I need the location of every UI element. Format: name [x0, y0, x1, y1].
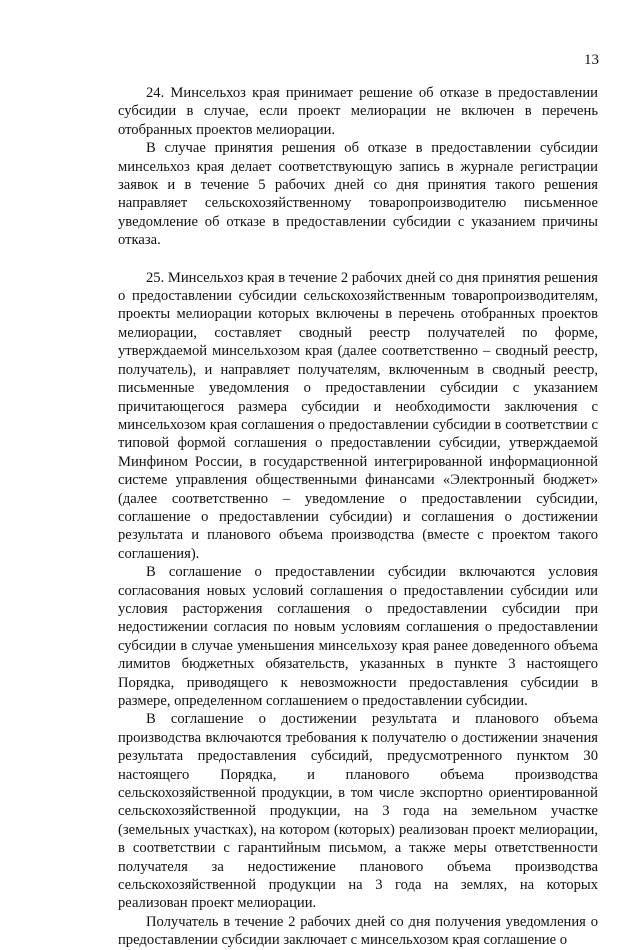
paragraph-refusal-notice: В случае принятия решения об отказе в предоставлении субсидии минсельхоз края делает соответствующую запись в журнале регистрации заявок и в течение 5 рабочих дней со дня принятия такого решения направляет сельскохозяйственному товаропроизводителю письменное уведомление об отказе в предоставлении субсидии с указанием причины отказа. [118, 140, 598, 249]
page-number: 13 [584, 52, 599, 68]
paragraph-recipient-agreement: Получатель в течение 2 рабочих дней со дня получения уведомления о предоставлении субсидии заключает с минсельхозом края соглашение о [118, 913, 598, 949]
document-body [118, 84, 598, 950]
paragraph-24: 24. Минсельхоз края принимает решение об отказе в предоставлении субсидии в случае, если проект мелиорации не включен в перечень отобранных проектов мелиорации. [118, 85, 598, 138]
paragraph-gap [118, 250, 598, 269]
paragraph-agreement-terms: В соглашение о предоставлении субсидии включаются условия согласования новых условий соглашения о предоставлении субсидии или условия расторжения соглашения о предоставлении субсидии при недостижении согласия по новым условиям соглашения о предоставлении субсидии в случае уменьшения минсельхозу края ранее доведенного объема лимитов бюджетных обязательств, указанных в пункте 3 настоящего Порядка, приводящего к невозможности предоставления субсидии в размере, определенном соглашением о предоставлении субсидии. [118, 564, 598, 709]
paragraph-25: 25. Минсельхоз края в течение 2 рабочих дней со дня принятия решения о предоставлении субсидии сельскохозяйственным товаропроизводителям, проекты мелиорации которых включены в перечень отобранных проектов мелиорации, составляет сводный реестр получателей по форме, утверждаемой минсельхозом края (далее соответственно – сводный реестр, получатель), и направляет получателям, включенным в сводный реестр, письменные уведомления о предоставлении субсидии с указанием причитающегося размера субсидии и необходимости заключения с минсельхозом края соглашения о предоставлении субсидии в соответствии с типовой формой соглашения о предоставлении субсидии, утверждаемой Минфином России, в государственной интегрированной информационной системе управления общественными финансами «Электронный бюджет» (далее соответственно – уведомление о предоставлении субсидии, соглашение о предоставлении субсидии) и соглашения о достижении результата и планового объема производства (вместе с проектом такого соглашения). [118, 269, 598, 562]
paragraph-result-agreement: В соглашение о достижении результата и планового объема производства включаются требования к получателю о достижении значения результата предоставления субсидий, предусмотренного пунктом 30 настоящего Порядка, и планового объема производства сельскохозяйственной продукции, в том числе экспортно ориентированной сельскохозяйственной продукции, на 3 года на земельном участке (земельных участках), на котором (которых) реализован проект мелиорации, в соответствии с гарантийным письмом, а также меры ответственности получателя за недостижение планового объема производства сельскохозяйственной продукции на 3 года на землях, на которых реализован проект мелиорации. [118, 711, 598, 912]
